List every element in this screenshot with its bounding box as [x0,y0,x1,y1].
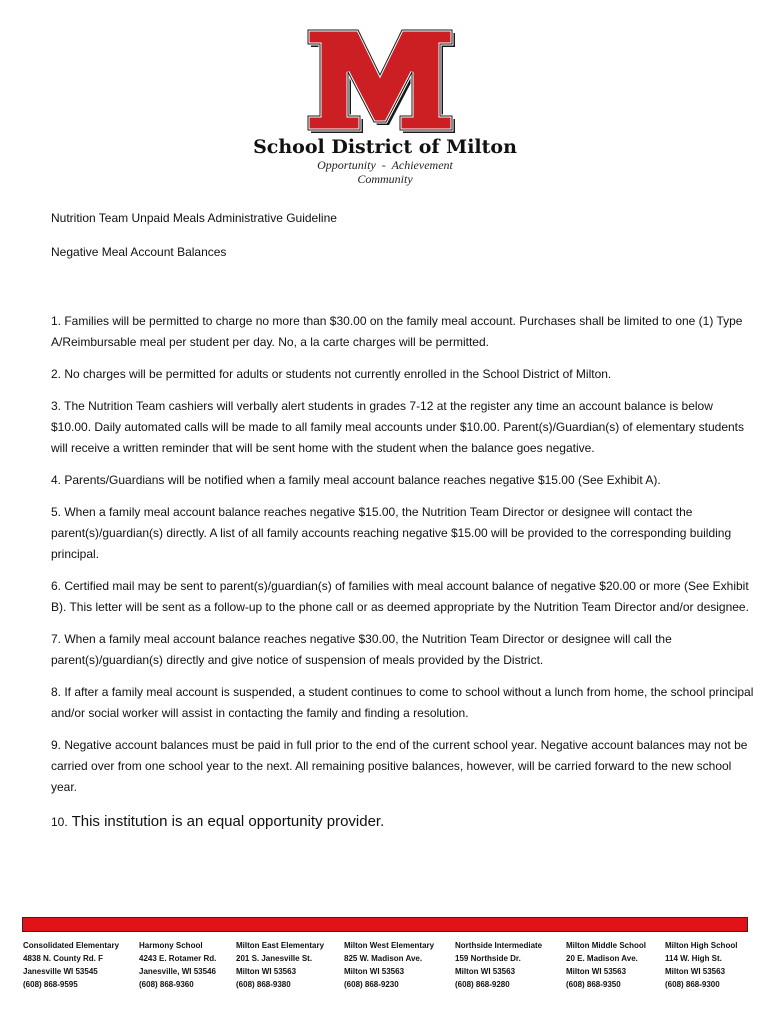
school-address: 4838 N. County Rd. F [23,954,104,963]
school-address: 4243 E. Rotamer Rd. [139,954,217,963]
guideline-item-8: 8. If after a family meal account is suspended, a student continues to come to school without a lunch from home, the school principal and/or social worker will assist in contacting the family and finding a resolution. [51,685,754,720]
district-logo [300,20,460,140]
guideline-item-6: 6. Certified mail may be sent to parent(s)/guardian(s) of families with meal account balance of negative $20.00 or more (See Exhibit B). This letter will be sent as a follow-up to the phone call or as deemed appropriate by the Nutrition Team Director and/or designee. [51,579,749,614]
school-city: Janesville WI 53545 [23,967,98,976]
document-title: Nutrition Team Unpaid Meals Administrative Guideline [51,211,337,225]
guideline-item-10 [51,812,756,832]
guideline-item-1: 1. Families will be permitted to charge no more than $30.00 on the family meal account. Purchases shall be limited to one (1) Type A/Reimbursable meal per student per day. No, a la carte charges will be permitted. [51,314,743,349]
tagline-line-2: Community [357,172,413,186]
school-name: Milton West Elementary [344,941,435,950]
school-address: 201 S. Janesville St. [236,954,313,963]
school-directory [0,939,770,999]
school-name: Harmony School [139,941,203,950]
school-city: Milton WI 53563 [344,967,405,976]
guideline-item-2: 2. No charges will be permitted for adults or students not currently enrolled in the School District of Milton. [51,367,612,381]
school-city: Milton WI 53563 [455,967,516,976]
school-city: Milton WI 53563 [665,967,726,976]
school-milton-west [344,939,434,991]
item-10-number: 10. [51,815,68,829]
school-phone: (608) 868-9350 [566,980,621,989]
district-tagline [230,158,540,186]
guideline-item-9: 9. Negative account balances must be paid in full prior to the end of the current school year. Negative account balances may not be carried over from one school year to the next. All remaining positive balances, however, will be carried forward to the new school year. [51,738,748,794]
item-10-text: This institution is an equal opportunity provider. [71,813,385,830]
footer-accent-bar [22,917,748,932]
school-city: Milton WI 53563 [566,967,627,976]
guideline-item-3: 3. The Nutrition Team cashiers will verbally alert students in grades 7-12 at the register any time an account balance is below $10.00. Daily automated calls will be made to all family meal accounts under $10.00. Parent(s)/Guardian(s) of elementary students will receive a written reminder that will be sent home with the student when the balance goes negative. [51,399,745,455]
school-phone: (608) 868-9595 [23,980,78,989]
school-northside-intermediate [455,939,542,991]
guideline-item-5: 5. When a family meal account balance reaches negative $15.00, the Nutrition Team Director or designee will contact the parent(s)/guardian(s) directly. A list of all family accounts reaching negative $15.00 will be provided to the corresponding building principal. [51,505,732,561]
school-phone: (608) 868-9360 [139,980,194,989]
document-subtitle: Negative Meal Account Balances [51,245,227,259]
school-milton-high [665,939,737,991]
school-name: Milton East Elementary [236,941,325,950]
district-name: School District of Milton [253,136,517,158]
school-phone: (608) 868-9300 [665,980,720,989]
school-address: 159 Northside Dr. [455,954,521,963]
school-phone: (608) 868-9230 [344,980,399,989]
guideline-list [51,311,756,843]
school-name: Milton High School [665,941,738,950]
school-city: Milton WI 53563 [236,967,297,976]
school-consolidated-elementary [23,939,119,991]
school-name: Consolidated Elementary [23,941,120,950]
guideline-item-4: 4. Parents/Guardians will be notified when a family meal account balance reaches negative $15.00 (See Exhibit A). [51,473,661,487]
school-address: 825 W. Madison Ave. [344,954,423,963]
school-milton-east [236,939,324,991]
school-harmony [139,939,216,991]
school-phone: (608) 868-9380 [236,980,291,989]
guideline-item-7: 7. When a family meal account balance reaches negative $30.00, the Nutrition Team Director or designee will call the parent(s)/guardian(s) directly and give notice of suspension of meals provided by the District. [51,632,672,667]
school-milton-middle [566,939,646,991]
school-name: Northside Intermediate [455,941,543,950]
school-name: Milton Middle School [566,941,646,950]
school-city: Janesville, WI 53546 [139,967,216,976]
school-address: 20 E. Madison Ave. [566,954,638,963]
tagline-line-1: Opportunity - Achievement [317,158,453,172]
school-phone: (608) 868-9280 [455,980,510,989]
school-address: 114 W. High St. [665,954,722,963]
